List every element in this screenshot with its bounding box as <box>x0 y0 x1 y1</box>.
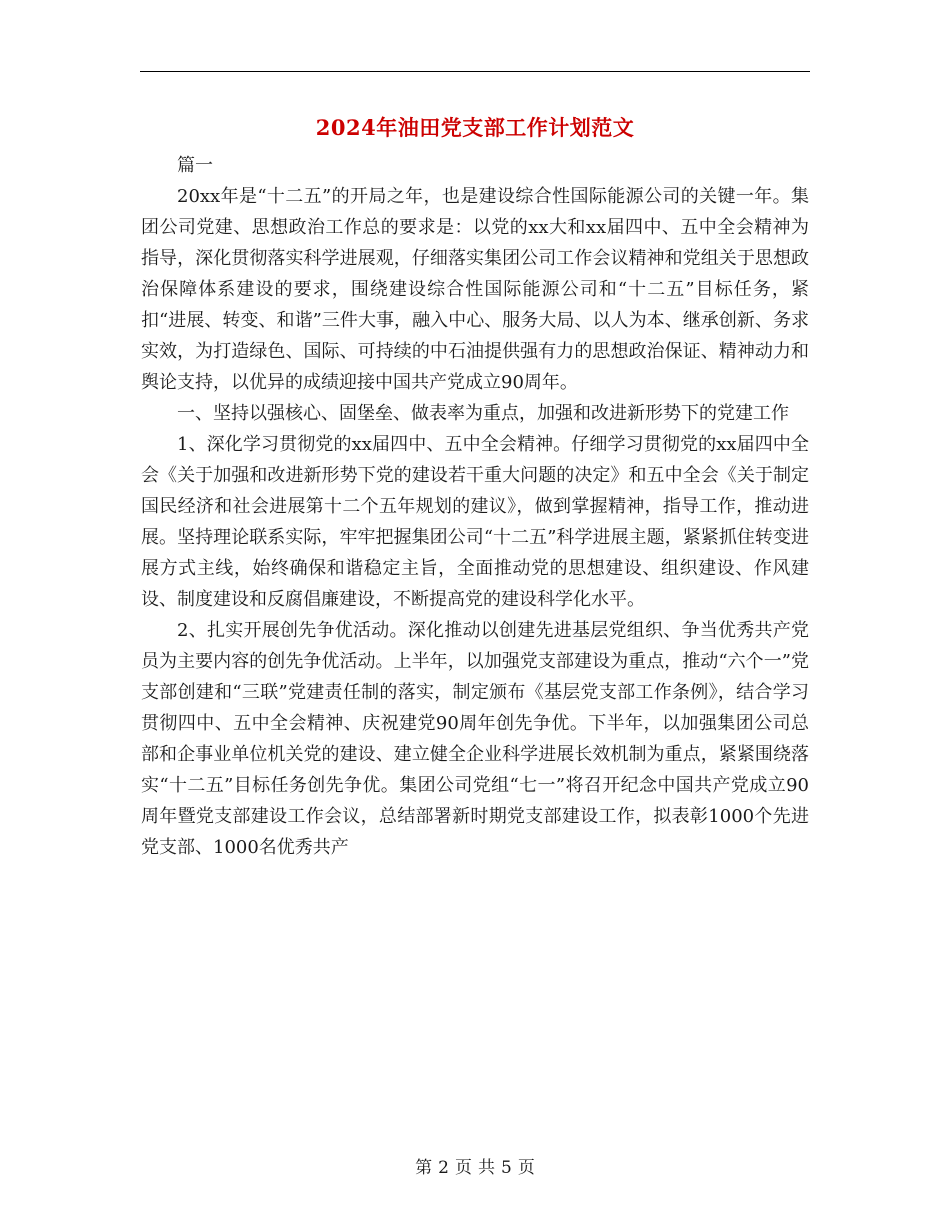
paragraph-item-2: 2、扎实开展创先争优活动。深化推动以创建先进基层党组织、争当优秀共产党员为主要内容的创先争优活动。上半年，以加强党支部建设为重点，推动“六个一”党支部创建和“三联”党建责任制的落实，制定颁布《基层党支部工作条例》，结合学习贯彻四中、五中全会精神、庆祝建党90周年创先争优。下半年，以加强集团公司总部和企事业单位机关党的建设、建立健全企业科学进展长效机制为重点，紧紧围绕落实“十二五”目标任务创先争优。集团公司党组“七一”将召开纪念中国共产党成立90周年暨党支部建设工作会议，总结部署新时期党支部建设工作，拟表彰1000个先进党支部、1000名优秀共产 <box>141 620 809 858</box>
section-heading-pian-yi: 篇一 <box>177 155 213 176</box>
paragraph-intro: 20xx年是“十二五”的开局之年，也是建设综合性国际能源公司的关键一年。集团公司党建、思想政治工作总的要求是：以党的xx大和xx届四中、五中全会精神为指导，深化贯彻落实科学进展观，仔细落实集团公司工作会议精神和党组关于思想政治保障体系建设的要求，围绕建设综合性国际能源公司和“十二五”目标任务，紧扣“进展、转变、和谐”三件大事，融入中心、服务大局、以人为本、继承创新、务求实效，为打造绿色、国际、可持续的中石油提供强有力的思想政治保证、精神动力和舆论支持，以优异的成绩迎接中国共产党成立90周年。 <box>141 186 809 393</box>
document-body <box>141 150 809 863</box>
footer-page-current: 2 <box>438 1158 449 1178</box>
footer-page-total: 5 <box>501 1158 512 1178</box>
document-title: 2024年油田党支部工作计划范文 <box>315 115 635 140</box>
paragraph-item-1: 1、深化学习贯彻党的xx届四中、五中全会精神。仔细学习贯彻党的xx届四中全会《关于加强和改进新形势下党的建设若干重大问题的决定》和五中全会《关于制定国民经济和社会进展第十二个五年规划的建议》，做到掌握精神，指导工作，推动进展。坚持理论联系实际，牢牢把握集团公司“十二五”科学进展主题，紧紧抓住转变进展方式主线，始终确保和谐稳定主旨，全面推动党的思想建设、组织建设、作风建设、制度建设和反腐倡廉建设，不断提高党的建设科学化水平。 <box>141 434 809 610</box>
section-heading-1: 一、坚持以强核心、固堡垒、做表率为重点，加强和改进新形势下的党建工作 <box>177 403 789 424</box>
footer-total-unit: 页 <box>517 1158 535 1178</box>
footer-page-label: 第 <box>415 1158 433 1178</box>
footer-page-unit: 页 <box>455 1158 472 1178</box>
footer-total-label: 共 <box>478 1158 495 1178</box>
page-footer <box>0 1153 950 1178</box>
header-rule <box>140 71 810 72</box>
